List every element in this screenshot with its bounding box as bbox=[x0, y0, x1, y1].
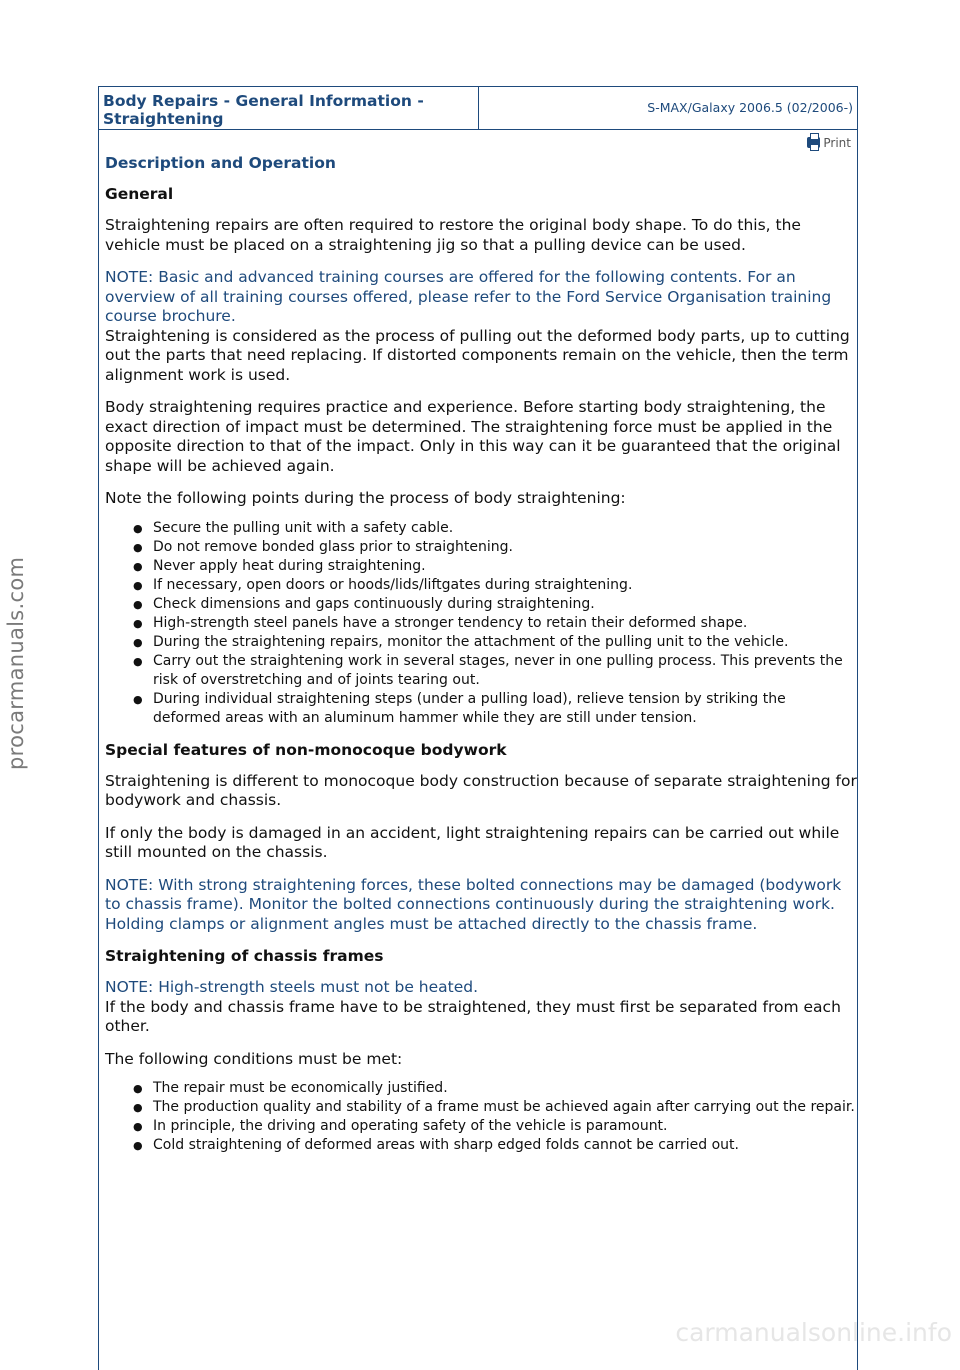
list-item: ● In principle, the driving and operating safety of the vehicle is paramount. bbox=[153, 1117, 857, 1136]
note-training: NOTE: Basic and advanced training courses are offered for the following contents. For an overview of all training courses offered, please refer to the Ford Service Organisation training course brochure. bbox=[105, 268, 832, 325]
chassis-heading: Straightening of chassis frames bbox=[105, 947, 384, 965]
list-item: ● During individual straightening steps (under a pulling load), relieve tension by striking the deformed areas with an aluminum hammer while they are still under tension. bbox=[153, 690, 857, 728]
special-features-heading: Special features of non-monocoque bodywork bbox=[105, 740, 507, 759]
paragraph-intro: Straightening repairs are often required to restore the original body shape. To do this, the vehicle must be placed on a straightening jig so that a pulling device can be used. bbox=[105, 216, 801, 254]
print-label[interactable]: Print bbox=[823, 136, 851, 150]
paragraph-experience: Body straightening requires practice and experience. Before starting body straightening, the exact direction of impact must be determined. The straightening force must be applied in the opposite direction to that of the impact. Only in this way can it be guaranteed that the original shape will be achieved again. bbox=[105, 398, 841, 475]
note-bolted-connections: NOTE: With strong straightening forces, these bolted connections may be damaged (bodywork to chassis frame). Monitor the bolted connections continuously during the straightening work. Holding clamps or alignment angles must be attached directly to the chassis frame. bbox=[105, 875, 842, 933]
printer-icon[interactable] bbox=[807, 137, 820, 148]
straightening-points-list bbox=[105, 509, 857, 728]
list-item: ● If necessary, open doors or hoods/lids/liftgates during straightening. bbox=[153, 576, 857, 595]
side-watermark: procarmanuals.com bbox=[4, 556, 28, 770]
list-item: ● Cold straightening of deformed areas with sharp edged folds cannot be carried out. bbox=[153, 1136, 857, 1155]
conditions-list bbox=[105, 1069, 857, 1155]
paragraph-points-intro: Note the following points during the process of body straightening: bbox=[105, 489, 626, 507]
list-item: ● Secure the pulling unit with a safety cable. bbox=[153, 519, 857, 538]
print-link[interactable] bbox=[105, 136, 857, 154]
note-high-strength: NOTE: High-strength steels must not be heated. bbox=[105, 978, 479, 996]
general-heading: General bbox=[105, 185, 174, 203]
list-item: ● The production quality and stability of a frame must be achieved again after carrying out the repair. bbox=[153, 1098, 857, 1117]
list-item: ● Never apply heat during straightening. bbox=[153, 557, 857, 576]
paragraph-separate: Straightening is different to monocoque body construction because of separate straightening for bodywork and chassis. bbox=[105, 771, 857, 809]
list-item: ● High-strength steel panels have a stronger tendency to retain their deformed shape. bbox=[153, 614, 857, 633]
document-title: Body Repairs - General Information - Straightening bbox=[99, 87, 479, 129]
paragraph-conditions-intro: The following conditions must be met: bbox=[105, 1049, 403, 1068]
document-body bbox=[98, 130, 858, 1370]
paragraph-separation: If the body and chassis frame have to be straightened, they must first be separated from each other. bbox=[105, 997, 841, 1035]
list-item: ● Check dimensions and gaps continuously during straightening. bbox=[153, 595, 857, 614]
document-header bbox=[98, 86, 858, 130]
paragraph-light-repairs: If only the body is damaged in an accident, light straightening repairs can be carried out while still mounted on the chassis. bbox=[105, 823, 840, 861]
list-item: ● The repair must be economically justified. bbox=[153, 1079, 857, 1098]
list-item: ● Do not remove bonded glass prior to straightening. bbox=[153, 538, 857, 557]
bottom-watermark: carmanualsonline.info bbox=[675, 1318, 952, 1347]
section-title: Description and Operation bbox=[105, 154, 336, 172]
paragraph-definition: Straightening is considered as the process of pulling out the deformed body parts, up to cutting out the parts that need replacing. If distorted components remain on the vehicle, then the term alignment work is used. bbox=[105, 326, 850, 384]
list-item: ● Carry out the straightening work in several stages, never in one pulling process. This prevents the risk of overstretching and of joints tearing out. bbox=[153, 652, 857, 690]
list-item: ● During the straightening repairs, monitor the attachment of the pulling unit to the vehicle. bbox=[153, 633, 857, 652]
vehicle-model: S-MAX/Galaxy 2006.5 (02/2006-) bbox=[647, 100, 853, 115]
